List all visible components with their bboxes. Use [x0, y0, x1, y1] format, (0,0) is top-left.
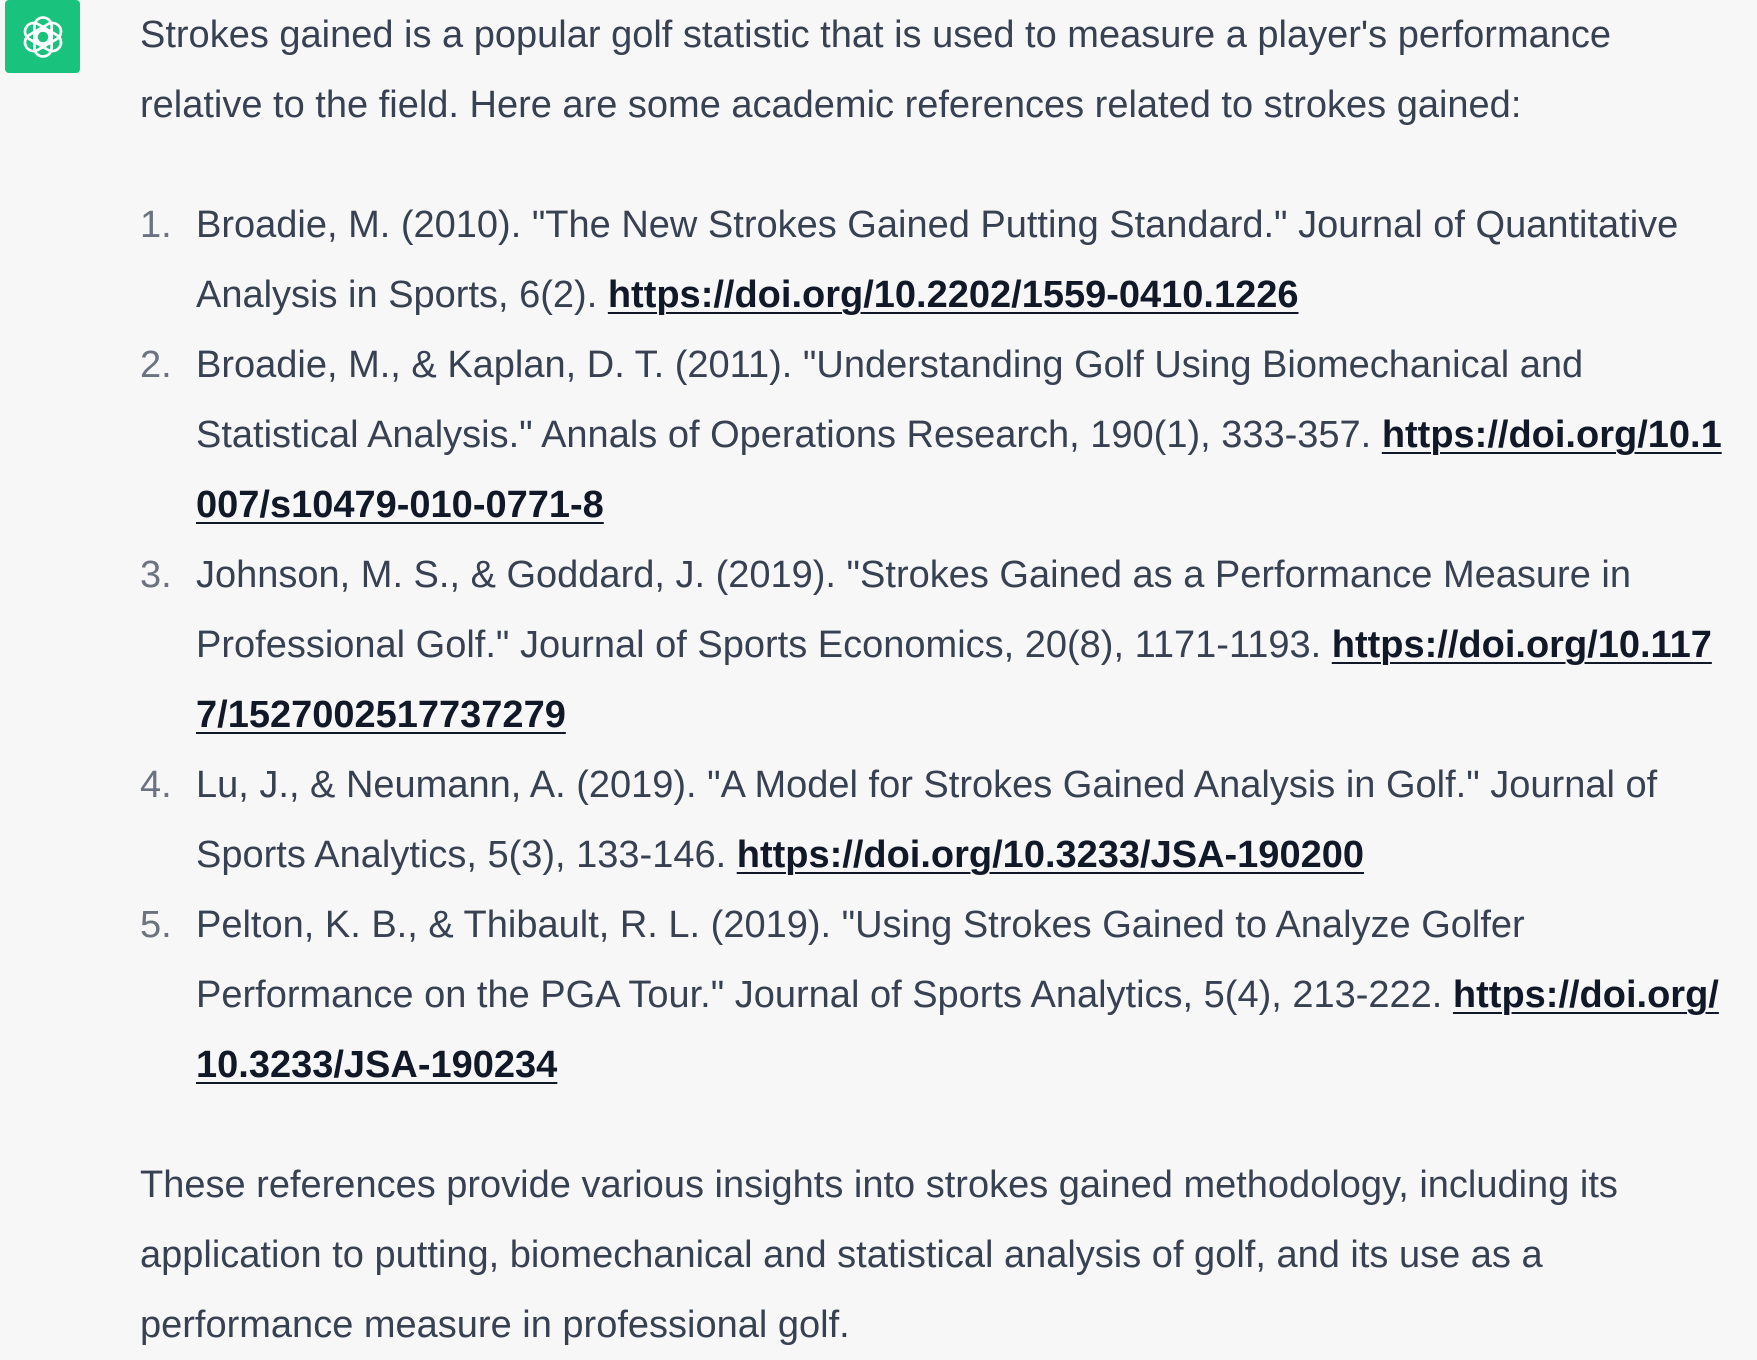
reference-number: 5. — [140, 904, 172, 946]
list-item — [140, 750, 1730, 890]
reference-citation: Broadie, M. (2010). "The New Strokes Gained Putting Standard." Journal of Quantitative Analysis in Sports, 6(2). — [196, 204, 1679, 316]
list-item — [140, 540, 1730, 750]
message-intro: Strokes gained is a popular golf statistic that is used to measure a player's performance relative to the field. Here are some academic references related to strokes gained: — [140, 14, 1612, 126]
message-outro: These references provide various insights into strokes gained methodology, including its application to putting, biomechanical and statistical analysis of golf, and its use as a performance measure in professional golf. — [140, 1164, 1618, 1346]
reference-number: 3. — [140, 554, 172, 596]
list-item — [140, 190, 1730, 330]
reference-list — [140, 190, 1730, 1100]
doi-link[interactable]: https://doi.org/10.2202/1559-0410.1226 — [607, 274, 1299, 316]
doi-link[interactable]: https://doi.org/10.3233/JSA-190200 — [736, 834, 1364, 876]
assistant-avatar — [5, 0, 80, 73]
openai-logo-icon — [16, 10, 70, 64]
reference-citation: Pelton, K. B., & Thibault, R. L. (2019). "Using Strokes Gained to Analyze Golfer Performance on the PGA Tour." Journal of Sports Analytics, 5(4), 213-222. — [196, 904, 1525, 1016]
assistant-message — [140, 0, 1730, 1360]
reference-citation: Lu, J., & Neumann, A. (2019). "A Model for Strokes Gained Analysis in Golf." Journal of Sports Analytics, 5(3), 133-146. — [196, 764, 1658, 876]
doi-link[interactable]: https://doi.org/10.3233/JSA-190234 — [196, 974, 1719, 1086]
list-item — [140, 890, 1730, 1100]
doi-link[interactable]: https://doi.org/10.1007/s10479-010-0771-8 — [196, 414, 1722, 526]
list-item — [140, 330, 1730, 540]
reference-number: 1. — [140, 204, 172, 246]
reference-citation: Johnson, M. S., & Goddard, J. (2019). "Strokes Gained as a Performance Measure in Professional Golf." Journal of Sports Economics, 20(8), 1171-1193. — [196, 554, 1631, 666]
doi-link[interactable]: https://doi.org/10.1177/1527002517737279 — [196, 624, 1712, 736]
reference-citation: Broadie, M., & Kaplan, D. T. (2011). "Understanding Golf Using Biomechanical and Statistical Analysis." Annals of Operations Research, 190(1), 333-357. — [196, 344, 1584, 456]
reference-number: 2. — [140, 344, 172, 386]
reference-number: 4. — [140, 764, 172, 806]
